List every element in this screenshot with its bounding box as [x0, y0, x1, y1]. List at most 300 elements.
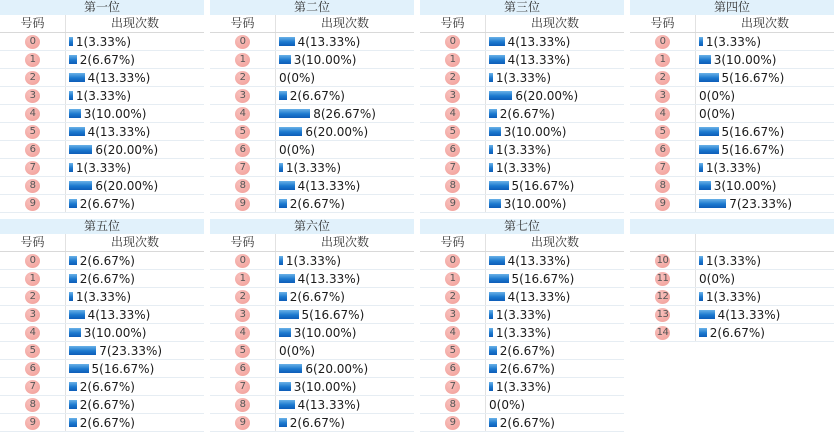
number-cell [420, 177, 485, 194]
number-cell [630, 105, 695, 122]
number-ball: 3 [655, 89, 670, 103]
frequency-row [630, 324, 834, 342]
count-label: 5(16.67%) [301, 307, 365, 322]
count-cell [65, 177, 204, 194]
count-cell [275, 33, 414, 50]
frequency-bar [69, 310, 85, 319]
count-label: 2(6.67%) [79, 379, 135, 394]
frequency-bar [69, 37, 73, 46]
frequency-bar [279, 55, 291, 64]
count-label: 0(0%) [279, 70, 316, 85]
number-ball: 5 [445, 125, 460, 139]
count-label: 2(6.67%) [79, 52, 135, 67]
frequency-bar [699, 328, 707, 337]
count-label: 3(10.00%) [293, 325, 357, 340]
number-cell [210, 360, 275, 377]
frequency-bar [489, 346, 497, 355]
frequency-row [420, 159, 624, 177]
count-cell [275, 324, 414, 341]
frequency-row [210, 414, 414, 432]
count-cell [275, 306, 414, 323]
frequency-row [0, 177, 204, 195]
frequency-bar [69, 400, 77, 409]
number-cell [0, 69, 65, 86]
count-label: 1(3.33%) [495, 307, 552, 322]
frequency-row [210, 177, 414, 195]
number-ball: 9 [235, 197, 250, 211]
count-cell [485, 360, 624, 377]
frequency-row [0, 159, 204, 177]
number-cell [420, 69, 485, 86]
count-label: 1(3.33%) [495, 70, 552, 85]
count-label: 4(13.33%) [297, 178, 361, 193]
count-label: 2(6.67%) [79, 271, 135, 286]
frequency-bar [279, 109, 310, 118]
frequency-row [630, 51, 834, 69]
frequency-bar [489, 328, 493, 337]
count-cell [65, 123, 204, 140]
frequency-bar [69, 127, 85, 136]
number-ball: 5 [235, 344, 250, 358]
frequency-row [0, 306, 204, 324]
frequency-bar [699, 199, 726, 208]
number-ball: 5 [25, 125, 40, 139]
frequency-bar [489, 382, 493, 391]
count-cell [485, 87, 624, 104]
section-title: 第三位 [420, 0, 624, 15]
count-cell [695, 306, 834, 323]
number-ball: 1 [655, 53, 670, 67]
count-cell [485, 159, 624, 176]
frequency-row [420, 288, 624, 306]
count-label: 2(6.67%) [499, 361, 555, 376]
position-section [420, 0, 624, 213]
frequency-bar [279, 400, 295, 409]
number-ball: 8 [235, 398, 250, 412]
count-label: 4(13.33%) [507, 34, 571, 49]
number-ball: 8 [25, 398, 40, 412]
number-cell [420, 33, 485, 50]
count-cell [275, 195, 414, 212]
frequency-row [0, 69, 204, 87]
number-cell [420, 252, 485, 269]
frequency-bar [69, 382, 77, 391]
column-headers [0, 234, 204, 252]
number-column-header: 号码 [20, 16, 45, 30]
frequency-bar [489, 55, 505, 64]
count-cell [65, 396, 204, 413]
frequency-row [210, 342, 414, 360]
frequency-row [420, 195, 624, 213]
frequency-row [210, 195, 414, 213]
frequency-row [630, 252, 834, 270]
number-cell [630, 123, 695, 140]
number-cell [630, 141, 695, 158]
number-cell [210, 288, 275, 305]
frequency-bar [69, 55, 77, 64]
number-ball: 1 [25, 272, 40, 286]
count-label: 1(3.33%) [705, 160, 762, 175]
number-column-header: 号码 [20, 235, 45, 249]
frequency-row [0, 378, 204, 396]
frequency-bar [279, 328, 291, 337]
number-ball: 4 [655, 107, 670, 121]
count-cell [485, 270, 624, 287]
number-cell [210, 396, 275, 413]
count-label: 1(3.33%) [75, 160, 132, 175]
count-cell [695, 270, 834, 287]
frequency-bar [279, 37, 295, 46]
frequency-bar [69, 292, 73, 301]
count-label: 4(13.33%) [507, 253, 571, 268]
number-cell [630, 195, 695, 212]
number-cell [210, 141, 275, 158]
count-label: 1(3.33%) [75, 88, 132, 103]
frequency-bar [279, 292, 287, 301]
number-cell [630, 51, 695, 68]
count-cell [275, 69, 414, 86]
count-cell [485, 51, 624, 68]
frequency-row [420, 396, 624, 414]
count-cell [485, 123, 624, 140]
frequency-row [0, 51, 204, 69]
number-cell [0, 378, 65, 395]
number-cell [210, 105, 275, 122]
frequency-bar [699, 292, 703, 301]
count-cell [695, 141, 834, 158]
number-ball: 3 [445, 89, 460, 103]
number-ball: 9 [25, 416, 40, 430]
frequency-bar [699, 181, 711, 190]
count-label: 2(6.67%) [79, 196, 135, 211]
frequency-row [630, 159, 834, 177]
number-ball: 0 [445, 254, 460, 268]
frequency-bar [699, 163, 703, 172]
number-ball: 6 [445, 143, 460, 157]
count-cell [65, 414, 204, 431]
count-column-header: 出现次数 [485, 15, 624, 32]
count-cell [275, 378, 414, 395]
number-column-header: 号码 [230, 16, 255, 30]
frequency-bar [69, 163, 73, 172]
count-cell [65, 33, 204, 50]
count-cell [275, 141, 414, 158]
count-cell [695, 195, 834, 212]
count-cell [485, 33, 624, 50]
number-cell [630, 69, 695, 86]
frequency-row [630, 105, 834, 123]
frequency-row [630, 288, 834, 306]
count-label: 1(3.33%) [705, 253, 762, 268]
number-cell [630, 270, 695, 287]
frequency-bar [69, 346, 96, 355]
count-label: 6(20.00%) [95, 178, 159, 193]
count-label: 2(6.67%) [79, 397, 135, 412]
count-label: 2(6.67%) [289, 289, 345, 304]
frequency-row [0, 324, 204, 342]
count-cell [275, 159, 414, 176]
frequency-row [630, 87, 834, 105]
frequency-bar [69, 274, 77, 283]
frequency-row [0, 87, 204, 105]
section-title: 第五位 [0, 219, 204, 234]
frequency-bar [699, 310, 715, 319]
count-cell [695, 51, 834, 68]
frequency-bar [279, 364, 302, 373]
count-column-header: 出现次数 [275, 15, 414, 32]
number-ball: 14 [656, 326, 669, 338]
count-cell [485, 396, 624, 413]
frequency-bar [279, 256, 283, 265]
number-ball: 2 [445, 71, 460, 85]
count-label: 2(6.67%) [289, 415, 345, 430]
number-ball: 4 [235, 107, 250, 121]
number-cell [0, 342, 65, 359]
count-label: 5(16.67%) [721, 70, 785, 85]
count-label: 4(13.33%) [87, 70, 151, 85]
frequency-row [420, 33, 624, 51]
number-cell [630, 252, 695, 269]
number-column-header: 号码 [440, 235, 465, 249]
number-cell [630, 87, 695, 104]
frequency-row [420, 414, 624, 432]
frequency-row [630, 270, 834, 288]
count-cell [275, 270, 414, 287]
frequency-bar [279, 310, 299, 319]
number-ball: 8 [445, 398, 460, 412]
number-ball: 6 [445, 362, 460, 376]
number-cell [630, 177, 695, 194]
frequency-bar [489, 274, 509, 283]
number-ball: 1 [235, 53, 250, 67]
frequency-row [420, 270, 624, 288]
count-label: 1(3.33%) [285, 253, 342, 268]
number-ball: 7 [235, 380, 250, 394]
frequency-bar [69, 418, 77, 427]
column-headers [420, 234, 624, 252]
number-ball: 5 [235, 125, 250, 139]
count-column-header: 出现次数 [65, 15, 204, 32]
count-label: 3(10.00%) [713, 178, 777, 193]
count-cell [485, 69, 624, 86]
frequency-row [630, 306, 834, 324]
count-cell [65, 306, 204, 323]
position-section [0, 219, 204, 432]
frequency-bar [489, 163, 493, 172]
count-cell [275, 396, 414, 413]
frequency-row [0, 270, 204, 288]
number-cell [210, 69, 275, 86]
number-ball: 5 [655, 125, 670, 139]
count-label: 8(26.67%) [313, 106, 376, 121]
count-label: 1(3.33%) [495, 160, 552, 175]
number-cell [420, 414, 485, 431]
frequency-row [210, 324, 414, 342]
number-ball: 0 [25, 254, 40, 268]
count-label: 2(6.67%) [499, 343, 555, 358]
number-ball: 6 [25, 143, 40, 157]
count-cell [695, 87, 834, 104]
number-ball: 6 [25, 362, 40, 376]
number-cell [420, 396, 485, 413]
number-cell [630, 159, 695, 176]
count-cell [275, 51, 414, 68]
count-label: 3(10.00%) [713, 52, 777, 67]
number-ball: 11 [656, 272, 669, 284]
number-ball: 2 [235, 290, 250, 304]
column-headers [630, 15, 834, 33]
count-cell [695, 252, 834, 269]
frequency-bar [279, 181, 295, 190]
frequency-row [630, 123, 834, 141]
count-label: 3(10.00%) [293, 379, 357, 394]
number-cell [0, 306, 65, 323]
count-label: 6(20.00%) [305, 361, 369, 376]
number-cell [0, 123, 65, 140]
count-label: 4(13.33%) [717, 307, 781, 322]
count-label: 2(6.67%) [499, 415, 555, 430]
number-cell [420, 87, 485, 104]
count-label: 6(20.00%) [515, 88, 579, 103]
frequency-bar [489, 109, 497, 118]
count-cell [275, 123, 414, 140]
number-ball: 7 [25, 380, 40, 394]
column-headers [630, 234, 834, 252]
frequency-bar [489, 37, 505, 46]
count-label: 1(3.33%) [705, 34, 762, 49]
count-label: 5(16.67%) [721, 142, 785, 157]
count-label: 4(13.33%) [297, 397, 361, 412]
count-label: 0(0%) [279, 142, 316, 157]
number-ball: 9 [445, 197, 460, 211]
frequency-row [210, 123, 414, 141]
count-cell [65, 270, 204, 287]
count-label: 5(16.67%) [91, 361, 155, 376]
count-cell [695, 288, 834, 305]
frequency-bar [489, 292, 505, 301]
number-cell [210, 177, 275, 194]
count-label: 0(0%) [699, 271, 736, 286]
frequency-bar [69, 256, 77, 265]
count-cell [275, 252, 414, 269]
count-cell [65, 324, 204, 341]
count-label: 1(3.33%) [495, 325, 552, 340]
frequency-row [420, 177, 624, 195]
section-title: 第四位 [630, 0, 834, 15]
count-cell [65, 342, 204, 359]
count-label: 0(0%) [489, 397, 526, 412]
frequency-bar [699, 55, 711, 64]
number-ball: 4 [25, 107, 40, 121]
frequency-bar [489, 256, 505, 265]
number-ball: 6 [235, 362, 250, 376]
frequency-bar [489, 418, 497, 427]
number-cell [420, 378, 485, 395]
frequency-bar [279, 418, 287, 427]
number-cell [210, 51, 275, 68]
number-ball: 9 [25, 197, 40, 211]
number-cell [0, 396, 65, 413]
frequency-row [210, 159, 414, 177]
frequency-row [210, 288, 414, 306]
number-ball: 1 [445, 53, 460, 67]
number-cell [0, 360, 65, 377]
frequency-row [420, 378, 624, 396]
count-cell [275, 105, 414, 122]
count-label: 7(23.33%) [729, 196, 793, 211]
number-cell [420, 195, 485, 212]
number-ball: 3 [25, 89, 40, 103]
number-cell [630, 288, 695, 305]
number-ball: 5 [25, 344, 40, 358]
number-ball: 1 [445, 272, 460, 286]
frequency-row [420, 69, 624, 87]
number-cell [420, 141, 485, 158]
frequency-row [0, 141, 204, 159]
frequency-bar [489, 127, 501, 136]
frequency-row [0, 396, 204, 414]
frequency-row [210, 252, 414, 270]
number-cell [420, 51, 485, 68]
frequency-row [0, 195, 204, 213]
number-ball: 4 [445, 107, 460, 121]
count-cell [485, 252, 624, 269]
frequency-bar [489, 91, 512, 100]
number-cell [0, 288, 65, 305]
frequency-row [420, 87, 624, 105]
number-ball: 2 [25, 290, 40, 304]
frequency-bar [489, 364, 497, 373]
position-section [630, 0, 834, 213]
number-ball: 7 [235, 161, 250, 175]
frequency-row [210, 360, 414, 378]
count-label: 7(23.33%) [99, 343, 163, 358]
frequency-row [0, 105, 204, 123]
number-ball: 7 [445, 380, 460, 394]
frequency-bar [69, 364, 89, 373]
count-cell [485, 378, 624, 395]
number-ball: 4 [25, 326, 40, 340]
number-column-header: 号码 [230, 235, 255, 249]
frequency-row [210, 51, 414, 69]
number-ball: 9 [445, 416, 460, 430]
frequency-bar [279, 127, 302, 136]
count-cell [65, 288, 204, 305]
number-cell [420, 306, 485, 323]
position-section [210, 0, 414, 213]
count-cell [65, 252, 204, 269]
count-column-header: 出现次数 [485, 234, 624, 251]
number-ball: 6 [235, 143, 250, 157]
count-cell [65, 360, 204, 377]
number-ball: 10 [656, 254, 669, 266]
count-cell [485, 195, 624, 212]
section-title: 第七位 [420, 219, 624, 234]
count-label: 5(16.67%) [721, 124, 785, 139]
count-cell [65, 195, 204, 212]
number-ball: 13 [656, 308, 669, 320]
count-label: 3(10.00%) [83, 106, 147, 121]
number-ball: 3 [235, 308, 250, 322]
frequency-bar [69, 145, 92, 154]
count-label: 4(13.33%) [87, 124, 151, 139]
number-cell [210, 414, 275, 431]
frequency-row [420, 123, 624, 141]
number-cell [210, 195, 275, 212]
count-label: 1(3.33%) [495, 379, 552, 394]
number-ball: 8 [445, 179, 460, 193]
count-cell [65, 378, 204, 395]
